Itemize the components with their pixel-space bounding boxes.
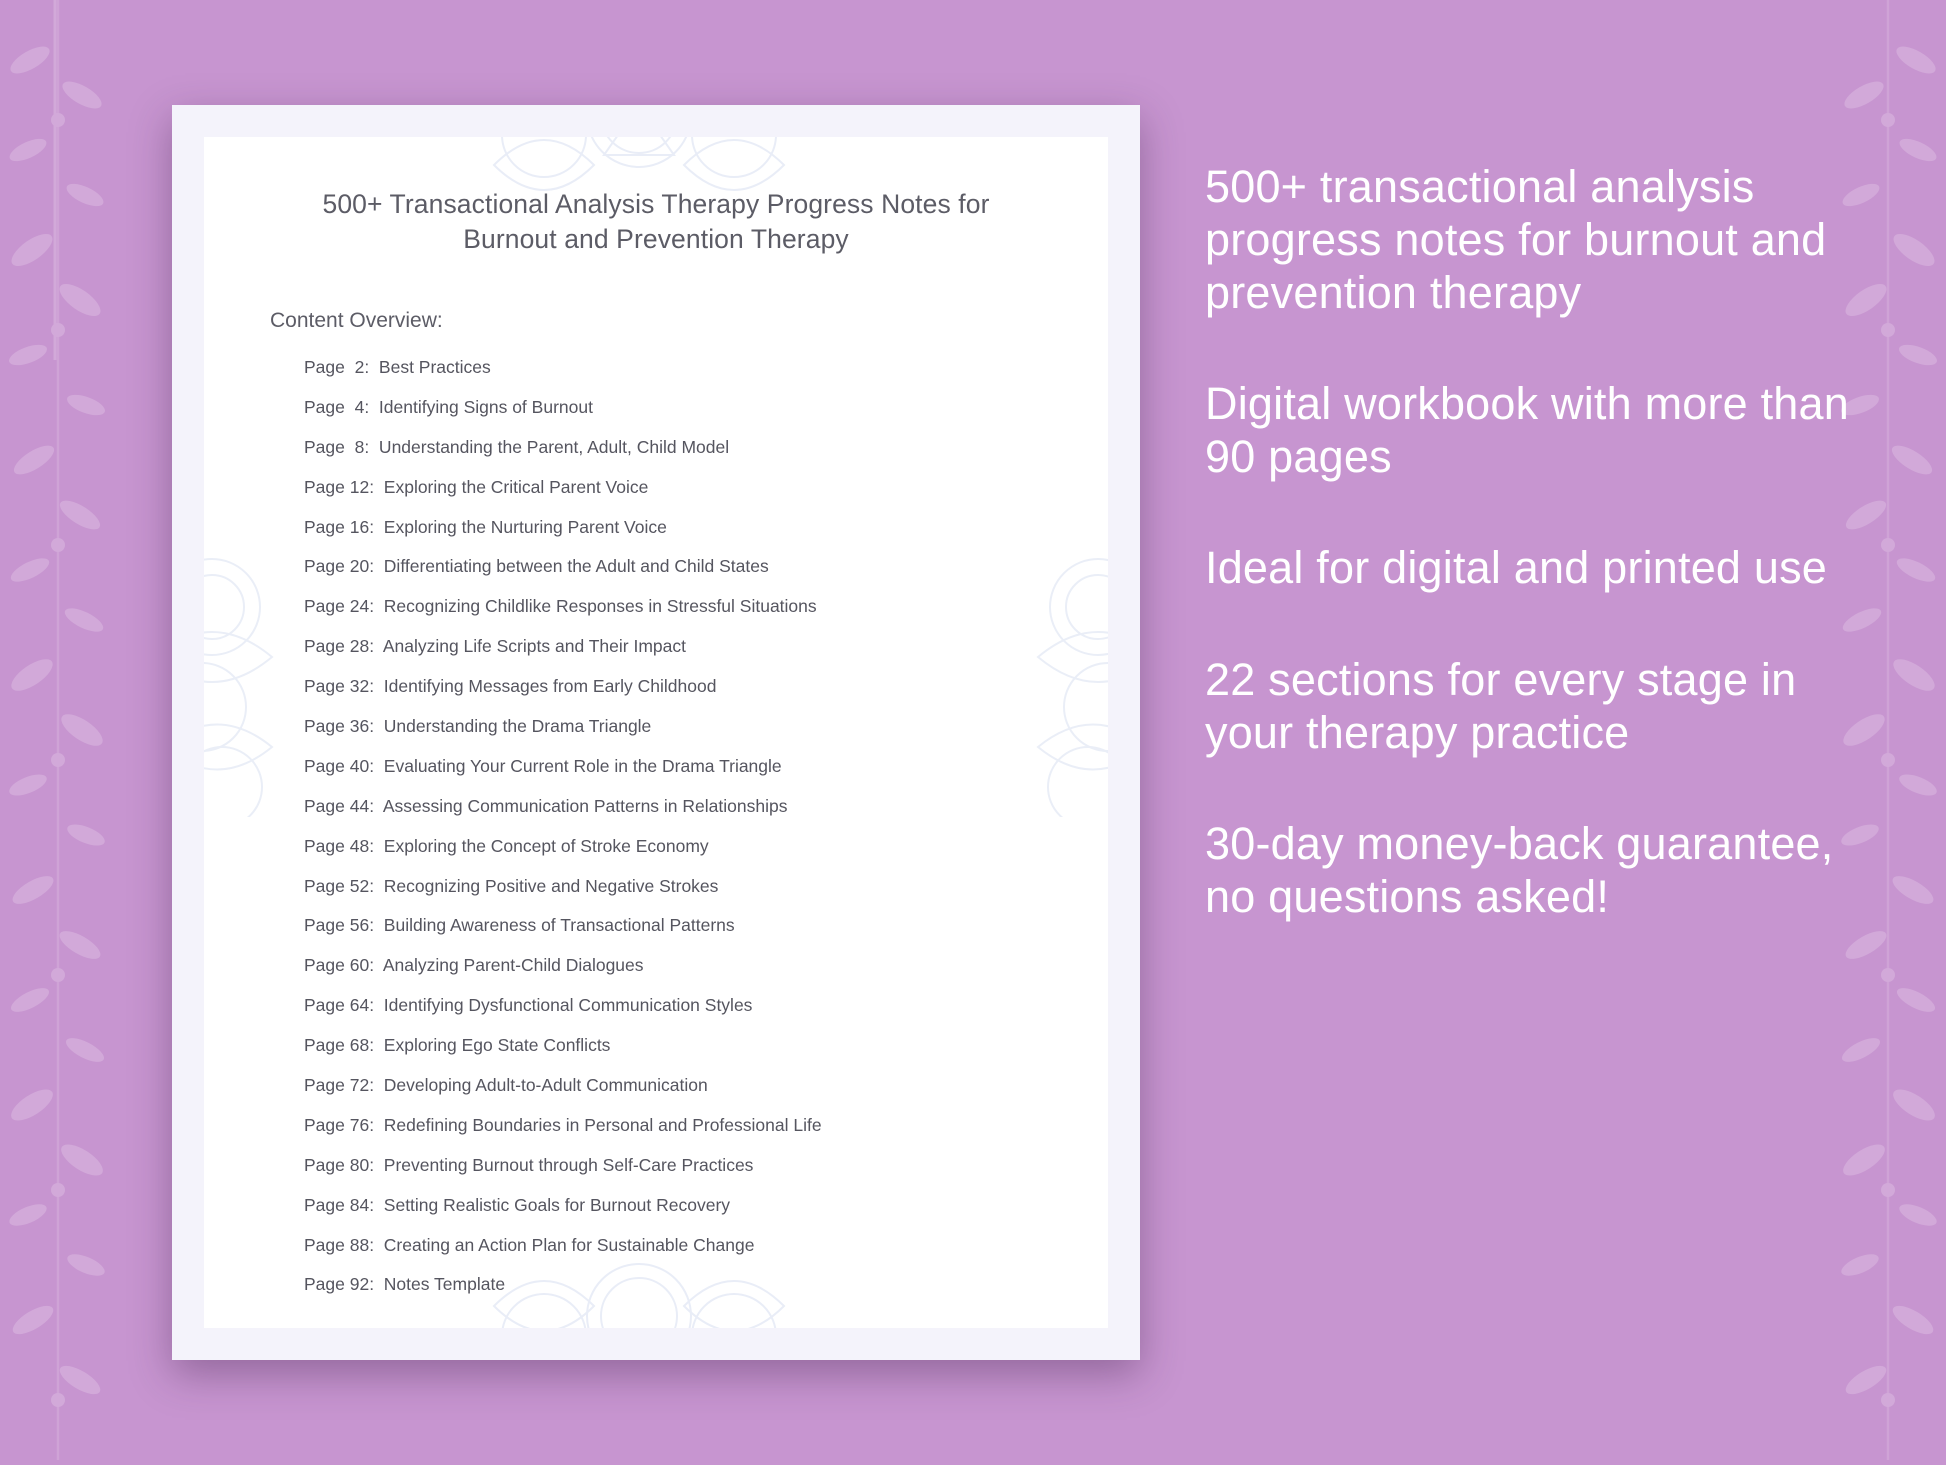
toc-entry[interactable] <box>304 436 1050 457</box>
toc-entry-page: Page 8: <box>304 436 370 457</box>
toc-entry[interactable] <box>304 1234 1050 1255</box>
toc-entry[interactable] <box>304 957 1050 975</box>
document-page <box>204 137 1108 1328</box>
toc-entry-page: Page 4: <box>304 396 370 417</box>
toc-entry-label: Exploring the Concept of Stroke Economy <box>374 835 709 856</box>
toc-entry-label: Understanding the Drama Triangle <box>374 715 652 736</box>
toc-entry[interactable] <box>304 715 1050 736</box>
toc-entry[interactable] <box>304 1194 1050 1215</box>
marketing-point: Digital workbook with more than 90 pages <box>1205 378 1849 483</box>
toc-entry[interactable] <box>304 516 1050 537</box>
toc-entry[interactable] <box>304 1037 1050 1055</box>
toc-entry[interactable] <box>304 396 1050 417</box>
toc-entry-label: Exploring Ego State Conflicts <box>374 1035 611 1056</box>
toc-entry-page: Page 76: <box>304 1114 375 1135</box>
document-page-outer <box>172 105 1140 1360</box>
toc-entry-label: Creating an Action Plan for Sustainable Change <box>374 1234 755 1255</box>
toc-entry-page: Page 88: <box>304 1234 375 1255</box>
toc-entry-label: Analyzing Parent-Child Dialogues <box>374 955 644 976</box>
toc-entry[interactable] <box>304 875 1050 896</box>
toc-entry-label: Best Practices <box>369 356 491 377</box>
toc-entry-page: Page 56: <box>304 915 375 936</box>
toc-entry[interactable] <box>304 598 1050 616</box>
marketing-copy <box>1205 160 1855 923</box>
toc-entry-label: Setting Realistic Goals for Burnout Recovery <box>374 1194 731 1215</box>
toc-entry-label: Notes Template <box>374 1274 506 1295</box>
toc-entry-label: Evaluating Your Current Role in the Drama Triangle <box>374 755 782 776</box>
toc-entry[interactable] <box>304 678 1050 696</box>
toc-entry-page: Page 92: <box>304 1274 375 1295</box>
toc-entry[interactable] <box>304 755 1050 776</box>
toc-entry-page: Page 80: <box>304 1154 375 1175</box>
content-overview-label: Content Overview: <box>270 308 443 332</box>
toc-entry[interactable] <box>304 917 1050 935</box>
toc-entry[interactable] <box>304 638 1050 656</box>
marketing-point: 500+ transactional analysis progress notes for burnout and prevention therapy <box>1205 161 1827 319</box>
toc-entry[interactable] <box>304 356 1050 377</box>
document-title: 500+ Transactional Analysis Therapy Progress Notes for Burnout and Prevention Therapy <box>322 189 990 254</box>
toc-entry-page: Page 16: <box>304 516 375 537</box>
toc-entry-page: Page 24: <box>304 596 375 617</box>
toc-entry-label: Analyzing Life Scripts and Their Impact <box>374 636 686 657</box>
toc-entry-label: Preventing Burnout through Self-Care Practices <box>374 1154 754 1175</box>
toc-entry-page: Page 12: <box>304 476 375 497</box>
toc-entry-page: Page 20: <box>304 556 375 577</box>
toc-entry-label: Developing Adult-to-Adult Communication <box>374 1074 708 1095</box>
document-preview[interactable] <box>172 105 1140 1360</box>
toc-entry-page: Page 60: <box>304 955 375 976</box>
toc-entry-page: Page 68: <box>304 1035 375 1056</box>
toc-entry[interactable] <box>304 558 1050 576</box>
toc-entry-label: Redefining Boundaries in Personal and Professional Life <box>374 1114 822 1135</box>
toc-entry-page: Page 64: <box>304 995 375 1016</box>
toc-entry[interactable] <box>304 1074 1050 1095</box>
toc-entry-label: Understanding the Parent, Adult, Child Model <box>369 436 730 457</box>
toc-entry-label: Exploring the Nurturing Parent Voice <box>374 516 667 537</box>
toc-entry-label: Building Awareness of Transactional Patterns <box>374 915 735 936</box>
toc-entry-page: Page 2: <box>304 356 370 377</box>
toc-entry-page: Page 44: <box>304 795 375 816</box>
marketing-point: 22 sections for every stage in your therapy practice <box>1205 653 1797 758</box>
toc-entry-page: Page 52: <box>304 875 375 896</box>
toc-entry-page: Page 40: <box>304 755 375 776</box>
toc-entry-page: Page 32: <box>304 676 375 697</box>
toc-entry-label: Identifying Signs of Burnout <box>369 396 593 417</box>
marketing-point: 30-day money-back guarantee, no questions asked! <box>1205 817 1834 922</box>
toc-entry-page: Page 48: <box>304 835 375 856</box>
toc-entry-page: Page 28: <box>304 636 375 657</box>
toc-entry-label: Assessing Communication Patterns in Relationships <box>374 795 788 816</box>
toc-entry[interactable] <box>304 997 1050 1015</box>
toc-entry[interactable] <box>304 1154 1050 1175</box>
toc-entry-page: Page 36: <box>304 715 375 736</box>
toc-entry-label: Identifying Messages from Early Childhood <box>374 676 717 697</box>
toc-entry-label: Differentiating between the Adult and Child States <box>374 556 769 577</box>
toc-entry-page: Page 72: <box>304 1074 375 1095</box>
toc-entry[interactable] <box>304 1114 1050 1135</box>
toc-entry[interactable] <box>304 1276 1050 1294</box>
document-body <box>204 137 1108 1294</box>
toc-entry-label: Identifying Dysfunctional Communication Styles <box>374 995 753 1016</box>
toc-entry-page: Page 84: <box>304 1194 375 1215</box>
toc-entry-label: Recognizing Positive and Negative Strokes <box>374 875 719 896</box>
toc-entry-label: Exploring the Critical Parent Voice <box>374 476 649 497</box>
table-of-contents <box>304 356 1050 1295</box>
toc-entry[interactable] <box>304 476 1050 497</box>
toc-entry-label: Recognizing Childlike Responses in Stressful Situations <box>374 596 817 617</box>
marketing-point: Ideal for digital and printed use <box>1205 542 1828 594</box>
toc-entry[interactable] <box>304 835 1050 856</box>
toc-entry[interactable] <box>304 795 1050 816</box>
